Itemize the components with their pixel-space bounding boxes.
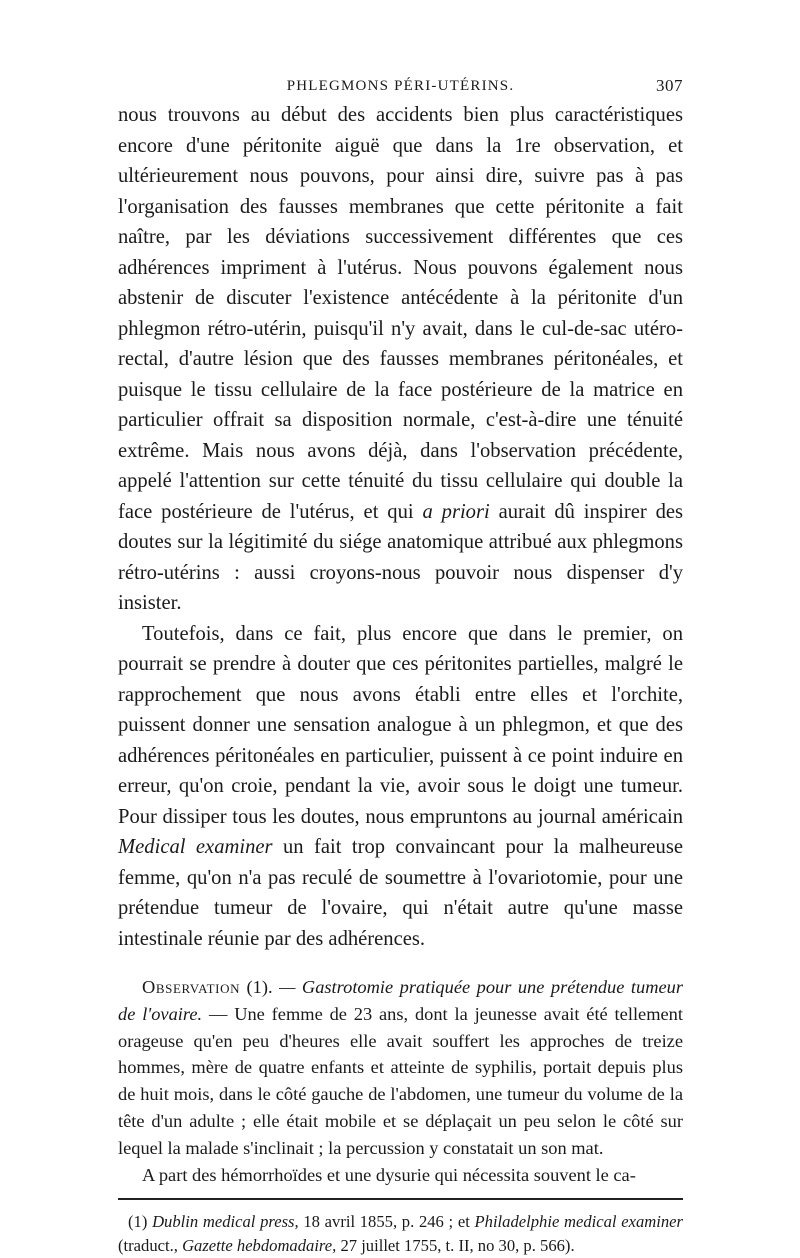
running-head-title: PHLEGMONS PÉRI-UTÉRINS. (286, 78, 515, 94)
paragraph-1-italic: a priori (422, 500, 490, 523)
book-page (118, 72, 683, 1258)
journal-title-italic: Medical examiner (118, 836, 273, 858)
observation-paragraph (118, 974, 683, 1162)
paragraph-continuation (118, 100, 683, 619)
paragraph-2-end: un fait trop convaincant pour la malheureuse femme, qu'on n'a pas reculé de soumettre à l'ovariotomie, pour une prétendue tumeur de l'ovaire, qui n'était autre qu'une masse intestinale réunie par des adhérences. (118, 836, 684, 950)
observation-title: — Gastrotomie pratiquée pour une prétendue tumeur de l'ovaire. (118, 977, 683, 1024)
footnote-rule (118, 1198, 683, 1200)
footnote-source-2-details: (traduct., (118, 1236, 178, 1256)
paragraph-2-text: Toutefois, dans ce fait, plus encore que dans le premier, on pourrait se prendre à douter que ces péritonites partielles, malgré le rapprochement que nous avons établi entre elles et l'orchite, puissent donner une sensation analogue à un phlegmon, et que des adhérences péritonéales en particulier, puissent à ce point induire en erreur, qu'on croie, pendant la vie, avoir sous le doigt une tumeur. Pour dissiper tous les doutes, nous empruntons au journal américain (118, 622, 683, 828)
footnote-source-3: Gazette hebdomadaire, (182, 1236, 337, 1256)
footnote-marker: (1) (128, 1212, 148, 1232)
running-head (118, 72, 683, 100)
main-text (118, 100, 683, 954)
footnote-source-1-details: 18 avril 1855, p. 246 ; et (303, 1212, 470, 1232)
paragraph-toutefois (118, 619, 683, 955)
footnote-source-2: Philadelphie medical examiner (474, 1212, 683, 1232)
observation-label: Observation (142, 977, 241, 997)
observation-text: — Une femme de 23 ans, dont la jeunesse avait été tellement orageuse qu'en peu d'heures elle avait souffert les approches de treize hommes, mère de quatre enfants et atteinte de syphilis, portait depuis plus de huit mois, dans le côté gauche de l'abdomen, une tumeur du volume de la tête d'un adulte ; elle était mobile et se déplaçait un peu selon le côté sur lequel la malade s'inclinait ; la percussion y constatait un son mat. (118, 1003, 683, 1158)
paragraph-1-text: nous trouvons au début des accidents bien plus caractéristiques encore d'une péritonite aiguë que dans la 1re observation, et ultérieurement nous pouvons, pour ainsi dire, suivre pas à pas l'organisation des fausses membranes que cette péritonite a fait naître, par les déviations successivement différentes que ces adhérences impriment à l'utérus. Nous pouvons également nous abstenir de discuter l'existence antécédente à la péritonite d'un phlegmon rétro-utérin, puisqu'il n'y avait, dans le cul-de-sac utéro-rectal, d'autre lésion que des fausses membranes péritonéales, et puisque le tissu cellulaire de la face postérieure de la matrice en particulier offrait sa disposition normale, c'est-à-dire une ténuité extrême. Mais nous avons déjà, dans l'observation précédente, appelé l'attention sur cette ténuité du tissu cellulaire qui double la face postérieure de l'utérus, et qui (118, 104, 683, 523)
footnote-source-1: Dublin medical press, (152, 1212, 299, 1232)
page-number: 307 (656, 76, 683, 95)
observation-continuation: A part des hémorrhoïdes et une dysurie qui nécessita souvent le ca- (142, 1164, 636, 1185)
observation-note-ref: (1). (246, 977, 273, 997)
paragraph-1-end: aurait dû inspirer des doutes sur la légitimité du siége anatomique attribué aux phlegmons rétro-utérins : aussi croyons-nous pouvoir nous dispenser d'y insister. (118, 500, 684, 614)
footnote (118, 1210, 683, 1258)
footnote-source-3-details: 27 juillet 1755, t. II, no 30, p. 566). (340, 1236, 575, 1256)
observation-section (118, 974, 683, 1188)
